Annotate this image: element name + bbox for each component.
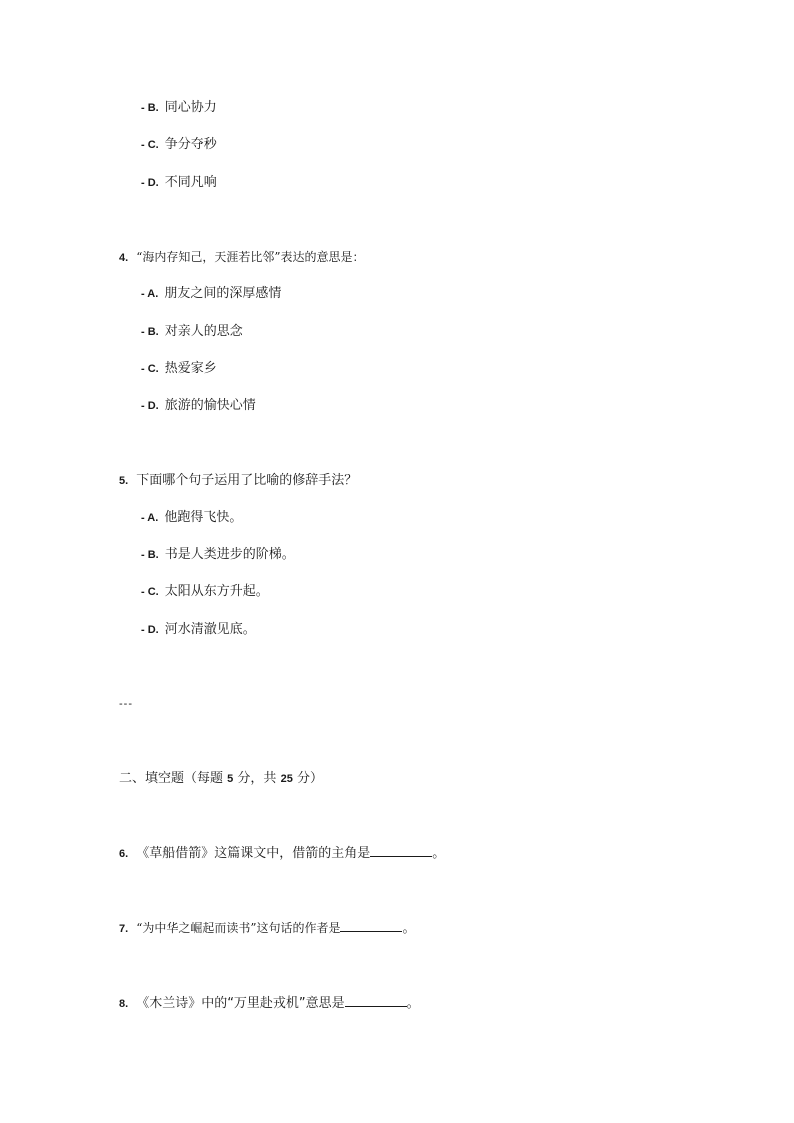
option-marker: - C. [141, 363, 159, 375]
question-7 [119, 919, 415, 938]
option-marker: - A. [141, 288, 159, 300]
question-text: 《草船借箭》这篇课文中，借箭的主角是 [136, 846, 371, 861]
separator: --- [119, 698, 133, 710]
q5-option-a [141, 509, 242, 527]
question-number: 6. [119, 848, 129, 860]
option-marker: - D. [141, 624, 159, 636]
option-marker: - C. [141, 586, 159, 598]
question-number: 5. [119, 475, 129, 487]
option-marker: - D. [141, 400, 159, 412]
section-heading-part: 二、填空题（每题 [119, 771, 224, 786]
q4-option-d [141, 397, 256, 415]
option-marker: - D. [141, 177, 159, 189]
answer-blank[interactable] [370, 844, 432, 857]
section-heading-part: 分，共 [237, 771, 277, 786]
option-marker: - B. [141, 326, 159, 338]
option-text: 朋友之间的深厚感情 [164, 286, 282, 301]
question-4 [119, 248, 364, 267]
option-text: 旅游的愉快心情 [164, 398, 256, 413]
option-text: 他跑得飞快。 [164, 510, 243, 525]
q3-option-c [141, 136, 217, 154]
section-heading-part: 分） [296, 771, 323, 786]
section-score-total: 25 [280, 773, 293, 785]
question-text-end: 。 [432, 846, 446, 861]
option-marker: - C. [141, 139, 159, 151]
question-text: “海内存知己，天涯若比邻”表达的意思是： [136, 250, 365, 264]
section-heading [119, 770, 323, 788]
question-5 [119, 472, 357, 490]
question-6 [119, 844, 445, 863]
q4-option-b [141, 323, 243, 341]
q4-option-a [141, 285, 281, 303]
option-marker: - A. [141, 512, 159, 524]
question-8 [119, 994, 420, 1013]
option-text: 对亲人的思念 [164, 324, 243, 339]
option-text: 同心协力 [164, 100, 217, 115]
section-score-each: 5 [227, 773, 234, 785]
option-marker: - B. [141, 102, 159, 114]
question-text: 下面哪个句子运用了比喻的修辞手法？ [136, 473, 358, 488]
q3-option-d [141, 174, 217, 192]
question-text: “为中华之崛起而读书”这句话的作者是 [136, 921, 341, 935]
question-text-end: 。 [402, 921, 416, 936]
q4-option-c [141, 360, 217, 378]
option-marker: - B. [141, 549, 159, 561]
question-text: 《木兰诗》中的“万里赴戎机”意思是 [136, 996, 345, 1011]
answer-blank[interactable] [340, 919, 402, 932]
option-text: 河水清澈见底。 [164, 622, 256, 637]
question-number: 4. [119, 252, 129, 264]
option-text: 争分夺秒 [164, 137, 217, 152]
answer-blank[interactable] [345, 994, 407, 1007]
option-text: 热爱家乡 [164, 361, 217, 376]
question-number: 8. [119, 998, 129, 1010]
q3-option-b [141, 99, 217, 117]
option-text: 太阳从东方升起。 [164, 584, 269, 599]
q5-option-c [141, 583, 269, 601]
q5-option-d [141, 621, 256, 639]
question-number: 7. [119, 923, 129, 935]
q5-option-b [141, 546, 295, 564]
question-text-end: 。 [406, 996, 420, 1011]
option-text: 书是人类进步的阶梯。 [164, 547, 295, 562]
option-text: 不同凡响 [164, 175, 217, 190]
